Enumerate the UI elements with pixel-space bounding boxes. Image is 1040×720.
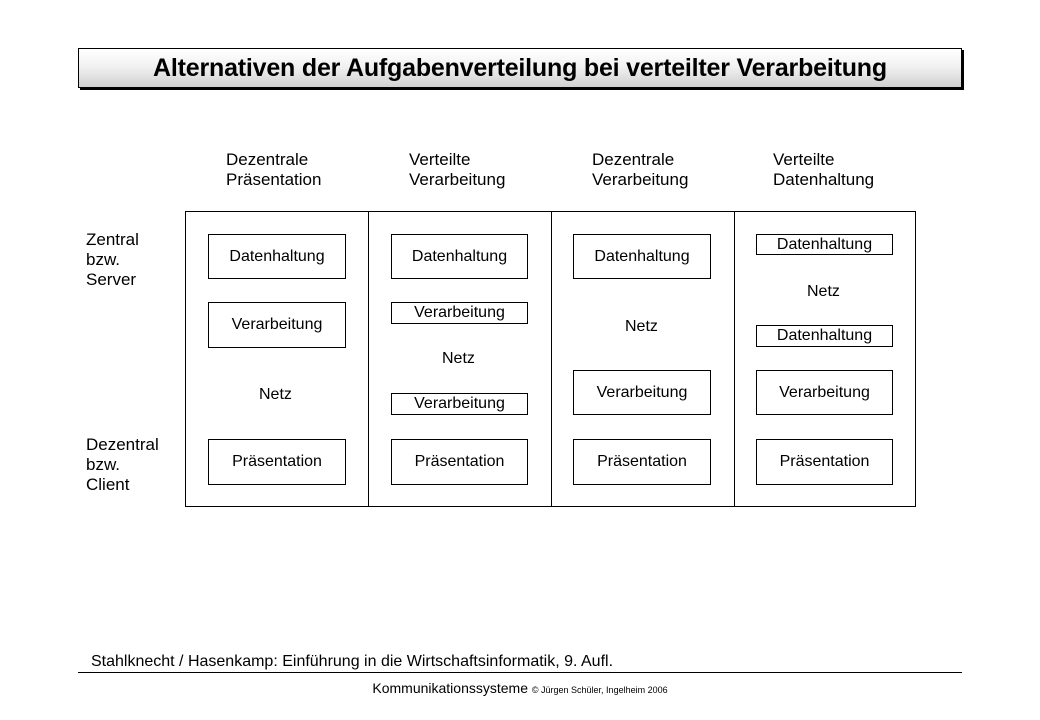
box-datenhaltung: Datenhaltung bbox=[208, 234, 346, 279]
box-verarbeitung: Verarbeitung bbox=[391, 393, 528, 415]
row-label-client bbox=[86, 435, 159, 495]
netz-label: Netz bbox=[259, 386, 292, 403]
column-header-line: Verarbeitung bbox=[409, 170, 506, 189]
netz-label: Netz bbox=[807, 283, 840, 300]
box-datenhaltung: Datenhaltung bbox=[756, 234, 893, 255]
column-divider bbox=[551, 211, 552, 507]
column-header-2 bbox=[409, 150, 505, 190]
netz-label: Netz bbox=[442, 350, 475, 367]
page-title: Alternativen der Aufgabenverteilung bei verteilter Verarbeitung bbox=[153, 53, 887, 82]
box-praesentation: Präsentation bbox=[391, 439, 528, 485]
footer-title: Kommunikationssysteme bbox=[372, 680, 528, 696]
box-verarbeitung: Verarbeitung bbox=[391, 302, 528, 324]
footer-rule bbox=[78, 672, 962, 673]
column-header-line: Präsentation bbox=[226, 170, 322, 189]
title-bar bbox=[78, 48, 962, 88]
box-datenhaltung: Datenhaltung bbox=[391, 234, 528, 279]
footer-copyright: © Jürgen Schüler, Ingelheim 2006 bbox=[531, 685, 668, 695]
row-label-line: Zentral bbox=[86, 230, 139, 249]
column-header-line: Verteilte bbox=[773, 150, 835, 169]
footer bbox=[0, 680, 1040, 696]
box-praesentation: Präsentation bbox=[756, 439, 893, 485]
row-label-line: Client bbox=[86, 475, 130, 494]
box-verarbeitung: Verarbeitung bbox=[756, 370, 893, 415]
box-verarbeitung: Verarbeitung bbox=[573, 370, 711, 415]
column-divider bbox=[734, 211, 735, 507]
row-label-line: Dezentral bbox=[86, 435, 159, 454]
box-praesentation: Präsentation bbox=[573, 439, 711, 485]
column-header-4 bbox=[773, 150, 874, 190]
row-label-line: bzw. bbox=[86, 250, 121, 269]
column-header-line: Dezentrale bbox=[226, 150, 309, 169]
box-praesentation: Präsentation bbox=[208, 439, 346, 485]
source-citation: Stahlknecht / Hasenkamp: Einführung in die Wirtschaftsinformatik, 9. Aufl. bbox=[91, 653, 614, 670]
column-divider bbox=[368, 211, 369, 507]
box-datenhaltung: Datenhaltung bbox=[756, 325, 893, 347]
box-datenhaltung: Datenhaltung bbox=[573, 234, 711, 279]
column-header-line: Datenhaltung bbox=[773, 170, 875, 189]
column-header-line: Dezentrale bbox=[592, 150, 675, 169]
column-header-line: Verteilte bbox=[409, 150, 471, 169]
box-verarbeitung: Verarbeitung bbox=[208, 302, 346, 348]
column-header-3 bbox=[592, 150, 688, 190]
row-label-server bbox=[86, 230, 139, 290]
row-label-line: bzw. bbox=[86, 455, 121, 474]
netz-label: Netz bbox=[625, 318, 658, 335]
column-header-1 bbox=[226, 150, 321, 190]
column-header-line: Verarbeitung bbox=[592, 170, 689, 189]
row-label-line: Server bbox=[86, 270, 137, 289]
